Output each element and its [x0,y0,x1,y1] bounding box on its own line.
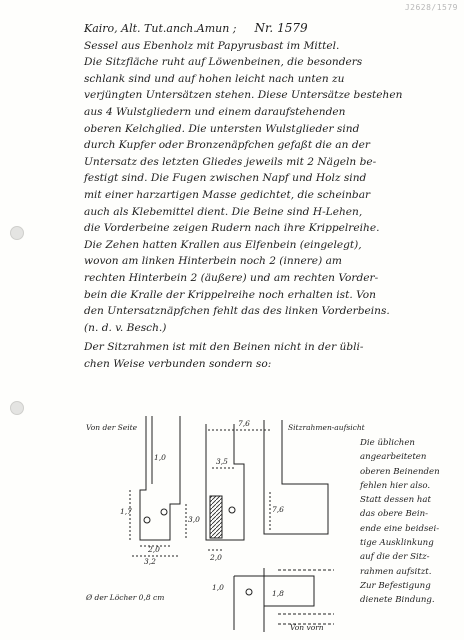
location-label: Kairo, Alt. Tut.anch.Amun ; [84,22,237,35]
text-line: (n. d. v. Besch.) [84,321,167,334]
side-note-line: angearbeiteten [360,452,427,463]
text-line: durch Kupfer oder Bronzenäpfchen gefaßt die an der [84,139,370,152]
side-note-line: tige Ausklinkung [360,538,434,549]
side-note-line: Zur Befestigung [360,580,431,591]
peg-hole [246,589,252,595]
header-line [84,20,450,38]
text-line: mit einer harzartigen Masse gedichtet, die scheinbar [84,188,371,201]
label-front-view: Von vorn [290,623,324,632]
text-line: Untersatz des letzten Gliedes jeweils mit 2 Nägeln be- [84,155,377,168]
text-line: Der Sitzrahmen ist mit den Beinen nicht in der übli- [84,341,364,354]
side-note-line: ende eine beidsei- [360,523,440,534]
dim-label: 3,2 [144,557,156,566]
side-note-line: Statt dessen hat [360,495,431,506]
side-note-line: rahmen aufsitzt. [360,566,432,577]
text-line: aus 4 Wulstgliedern und einem daraufstehenden [84,105,346,118]
label-side-view: Von der Seite [86,423,138,432]
side-note-line: Die üblichen [360,438,415,448]
peg-hole [229,507,235,513]
dim-label: 3,5 [216,457,228,466]
text-line: schlank sind und auf hohen leicht nach unten zu [84,72,345,85]
side-note-line: oberen Beinenden [360,466,440,477]
peg-hole [144,517,150,523]
text-line: den Untersatznäpfchen fehlt das des linken Vorderbeins. [84,305,390,318]
side-note [360,436,460,608]
text-line: Sessel aus Ebenholz mit Papyrusbast im Mittel. [84,39,340,52]
text-line: chen Weise verbunden sondern so: [84,357,272,370]
side-note-line: das obere Bein- [360,509,429,520]
text-line: festigt sind. Die Fugen zwischen Napf und Holz sind [84,172,367,185]
side-note-line: auf die der Sitz- [360,552,430,563]
dim-label: 1,7 [120,507,132,516]
dim-label: 2,0 [148,545,160,554]
punch-hole [10,226,24,240]
archive-stamp: J2628/1579 [404,3,458,12]
peg-hole [161,509,167,515]
text-line: Die Zehen hatten Krallen aus Elfenbein (eingelegt), [84,238,362,251]
side-note-line: fehlen hier also. [360,480,431,491]
label-hole-diameter: Ø der Löcher 0,8 cm [86,593,165,602]
text-line: Die Sitzfläche ruht auf Löwenbeinen, die besonders [84,56,363,69]
dim-label: 7,6 [272,505,284,514]
text-line: wovon am linken Hinterbein noch 2 (innere) am [84,255,342,268]
label-top-view: Sitzrahmen-aufsicht [288,423,365,432]
construction-sketch [84,400,365,636]
sketch-svg [84,400,365,636]
side-note-line: dienete Bindung. [360,595,435,606]
text-line: bein die Kralle der Krippelreihe noch erhalten ist. Von [84,288,376,301]
dim-label: 2,0 [210,553,222,562]
text-line: verjüngten Untersätzen stehen. Diese Untersätze bestehen [84,89,403,102]
text-line: auch als Klebemittel dient. Die Beine sind H-Lehen, [84,205,363,218]
dim-label: 7,6 [238,419,250,428]
dim-label: 1,0 [154,453,166,462]
text-line: die Vorderbeine zeigen Rudern nach ihre Krippelreihe. [84,222,380,235]
text-line: oberen Kelchglied. Die untersten Wulstglieder sind [84,122,360,135]
hatched-tenon [210,496,222,538]
text-line: rechten Hinterbein 2 (äußere) und am rechten Vorder- [84,271,379,284]
dim-label: 3,0 [188,515,200,524]
seat-frame-plan [264,420,328,534]
paragraph-description [84,38,450,337]
paragraph-construction [84,339,450,372]
dim-label: 1,8 [272,589,284,598]
dim-label: 1,0 [212,583,224,592]
handwritten-text [84,20,450,372]
side-view-leg [140,416,180,540]
punch-hole [10,401,24,415]
catalog-number: Nr. 1579 [254,21,308,35]
